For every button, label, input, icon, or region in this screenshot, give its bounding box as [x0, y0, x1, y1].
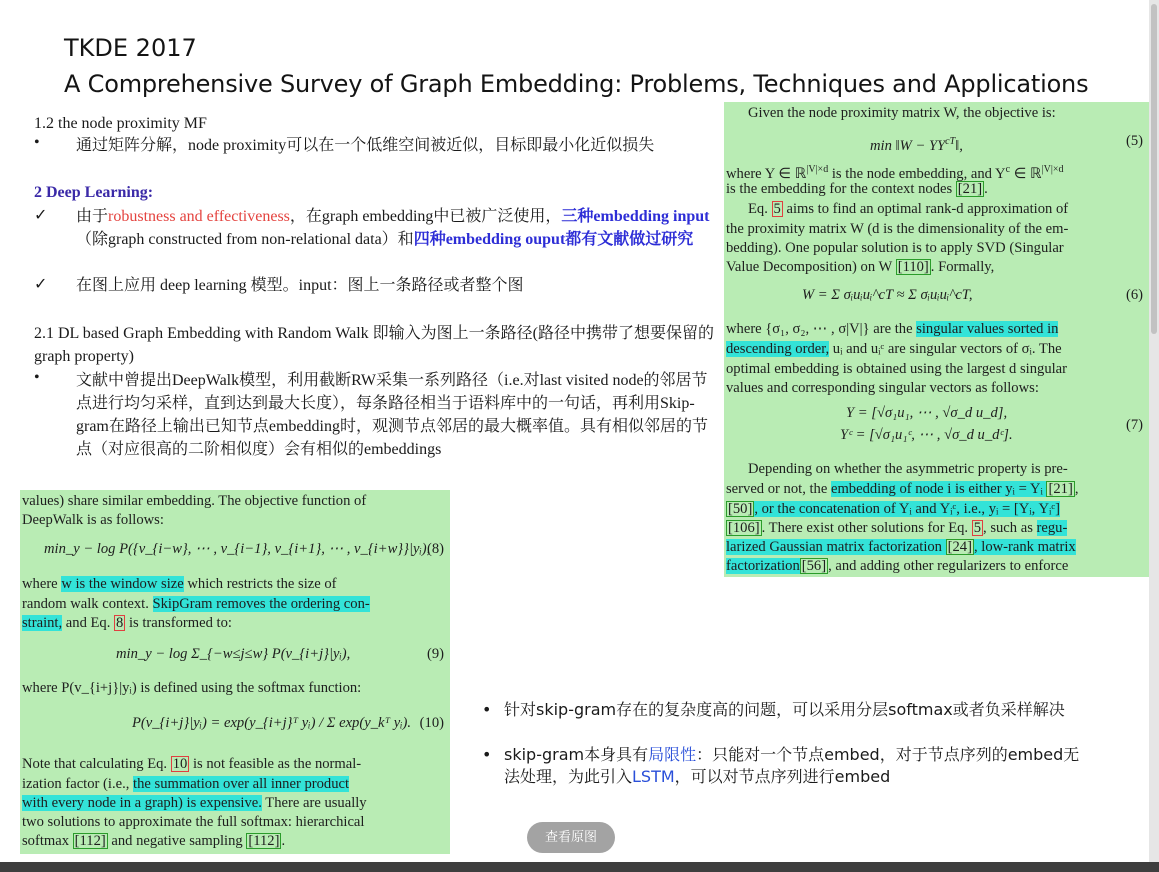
citation-ref: [24]	[947, 539, 972, 555]
equation-9: min_y − log Σ_{−w≤j≤w} P(v_{i+j}|yᵢ),	[116, 646, 351, 662]
view-original-button[interactable]: 查看原图	[527, 822, 615, 853]
dl-bullet-1-pre: 由于	[76, 208, 109, 225]
highlight: , or the concatenation of Yᵢ and Yᵢᶜ, i.e., yᵢ = [Yᵢ, Yᵢᶜ]	[754, 501, 1060, 517]
excerpt-line: random walk context. SkipGram removes the ordering con-	[22, 596, 370, 612]
excerpt-line: where Y ∈ ℝ$^{|V|\times d}$ is the node embedding, and $Y^c$ ∈ ℝ$^{|V|\times d}$	[726, 164, 1064, 182]
equation-8-number: (8)	[426, 541, 444, 557]
excerpt-line: the proximity matrix W (d is the dimensionality of the em-	[726, 221, 1069, 237]
check-mark-icon: ✓	[34, 276, 48, 293]
excerpt-line: is the embedding for the context nodes [21] .	[726, 181, 988, 197]
dl-bullet-1-highlight-red: robustness and effectiveness	[108, 208, 290, 225]
equation-ref: 8	[116, 615, 124, 631]
highlight: factorization	[726, 558, 800, 574]
equation-10: P(v_{i+j}|yᵢ) = exp(y_{i+j}ᵀ yᵢ) / Σ exp(y_kᵀ yᵢ).	[132, 715, 412, 731]
highlight: straint,	[22, 615, 63, 631]
highlight: w is the window size	[61, 576, 184, 592]
equation-5-number: (5)	[1125, 133, 1143, 149]
excerpt-line: Depending on whether the asymmetric property is pre-	[748, 461, 1068, 477]
scrollbar-thumb[interactable]	[1151, 4, 1157, 334]
citation-ref: [21]	[957, 181, 983, 197]
section-2-1-heading: 2.1 DL based Graph Embedding with Random Walk 即输入为图上一条路径(路径中携带了想要保留的graph property)	[34, 325, 714, 365]
excerpt-line: Value Decomposition) on W [110] . Formally,	[726, 259, 995, 275]
excerpt-line: descending order, uᵢ and uᵢᶜ are singular vectors of σᵢ. The	[726, 341, 1062, 357]
conference-label: TKDE 2017	[64, 34, 197, 62]
excerpt-line: where {σ₁, σ₂, ⋯ , σ|V|} are the singular values sorted in	[726, 321, 1059, 337]
equation-ref: 5	[773, 201, 781, 217]
excerpt-line: Eq. 5 aims to find an optimal rank-d approximation of	[748, 201, 1069, 217]
section-1-2-heading: 1.2 the node proximity MF	[34, 115, 207, 132]
equation-ref: 5	[973, 520, 982, 536]
highlight: , low-rank matrix	[973, 539, 1076, 555]
highlight: descending order,	[726, 341, 830, 357]
excerpt-line: DeepWalk is as follows:	[22, 512, 164, 528]
equation-6-number: (6)	[1125, 287, 1143, 303]
dl-bullet-1-highlight-blue-2: 四种embedding ouput都有文献做过研究	[413, 231, 694, 248]
paper-title: A Comprehensive Survey of Graph Embedding: Problems, Techniques and Applications	[64, 70, 1089, 98]
note-bullet-1: 针对skip-gram存在的复杂度高的问题，可以采用分层softmax或者负采样解决	[504, 700, 1065, 719]
dl-bullet-1-mid: ，在graph embedding中已被广泛使用，	[289, 208, 562, 225]
equation-9-number: (9)	[426, 646, 444, 662]
highlight: singular values sorted in	[916, 321, 1059, 337]
excerpt-line: where w is the window size which restricts the size of	[22, 576, 337, 592]
excerpt-line: [106] . There exist other solutions for Eq. 5 , such as regu-	[728, 520, 1068, 536]
citation-ref: [50]	[728, 501, 753, 517]
section-2-1-bullet: 文献中曾提出DeepWalk模型，利用截断RW采集一系列路径（i.e.对last visited node的邻居节点进行均匀采样，直到达到最大长度），每条路径相当于语料库中的一句话，再利用Skip-gram在路径上输出已知节点embedding时，观测节点邻居的最大概率值。具有相似邻居的节点（对应很高的二阶相似度）会有相似的embeddings	[76, 372, 708, 458]
lstm-link[interactable]: LSTM	[632, 767, 675, 786]
excerpt-line: values) share similar embedding. The objective function of	[22, 493, 367, 509]
citation-ref: [112]	[74, 833, 106, 849]
equation-8: min_y − log P({v_{i−w}, ⋯ , v_{i−1}, v_{i+1}, ⋯ , v_{i+w}}|yᵢ),	[44, 541, 431, 557]
highlight: with every node in a graph) is expensive.	[22, 795, 262, 811]
bullet-dot: •	[482, 700, 492, 719]
highlight: embedding of node i is either yᵢ = Yᵢ	[830, 481, 1047, 497]
equation-5: min ‖W − $YY^{cT}‖$,	[870, 136, 963, 154]
vertical-scrollbar[interactable]	[1149, 0, 1159, 862]
excerpt-line	[726, 538, 1149, 558]
equation-6: W = Σ σᵢuᵢuᵢ^cT ≈ Σ σᵢuᵢuᵢ^cT,	[802, 287, 973, 303]
highlight: regu-	[1036, 520, 1068, 536]
bullet-dot: •	[34, 134, 40, 151]
excerpt-line: with every node in a graph) is expensive. There are usually	[22, 795, 367, 811]
excerpt-line: ization factor (i.e., the summation over all inner product	[22, 776, 350, 792]
limitation-link[interactable]: 局限性	[648, 745, 697, 764]
bullet-dot: •	[34, 369, 40, 386]
excerpt-line: straint, and Eq. 8 is transformed to:	[22, 615, 232, 631]
note-bullet-2: skip-gram本身具有局限性：只能对一个节点embed，对于节点序列的embed无法处理，为此引入LSTM，可以对节点序列进行embed	[504, 745, 1080, 786]
dl-bullet-2: 在图上应用 deep learning 模型。input：图上一条路径或者整个图	[76, 277, 524, 294]
equation-7a: Y = [√σ₁u₁, ⋯ , √σ_d u_d],	[846, 405, 1008, 421]
highlight: larized Gaussian matrix factorization	[726, 539, 946, 555]
highlight: the summation over all inner product	[133, 776, 350, 792]
excerpt-line: softmax [112] and negative sampling [112] .	[22, 833, 286, 849]
section-1-2-bullet: 通过矩阵分解，node proximity可以在一个低维空间被近似，目标即最小化近似损失	[76, 137, 655, 154]
excerpt-line: optimal embedding is obtained using the largest d singular	[726, 361, 1068, 377]
bullet-dot: •	[482, 745, 492, 764]
excerpt-line: bedding). One popular solution is to apply SVD (Singular	[726, 240, 1064, 256]
dl-bullet-1	[76, 205, 716, 251]
highlight: SkipGram removes the ordering con-	[152, 596, 370, 612]
citation-ref: [56]	[801, 558, 827, 574]
excerpt-line: where P(v_{i+j}|yᵢ) is defined using the softmax function:	[22, 680, 362, 696]
paper-excerpt-left	[20, 490, 450, 854]
citation-ref: [106]	[728, 520, 760, 536]
excerpt-line: Note that calculating Eq. 10 is not feasible as the normal-	[22, 756, 362, 772]
dl-bullet-1-highlight-blue-1: 三种embedding input	[561, 208, 710, 225]
equation-7-number: (7)	[1125, 417, 1143, 433]
check-mark-icon: ✓	[34, 207, 48, 224]
excerpt-line: Given the node proximity matrix W, the objective is:	[748, 105, 1056, 121]
excerpt-line	[726, 500, 1149, 520]
excerpt-line: values and corresponding singular vectors as follows:	[726, 380, 1039, 396]
citation-ref: [110]	[897, 259, 929, 275]
equation-10-number: (10)	[419, 715, 444, 731]
dl-bullet-1-mid-2: （除graph constructed from non-relational data）和	[76, 231, 414, 248]
excerpt-line: two solutions to approximate the full softmax: hierarchical	[22, 814, 365, 830]
excerpt-line: factorization[56] , and adding other regularizers to enforce	[726, 558, 1069, 574]
equation-ref: 10	[172, 756, 188, 772]
equation-7b: Yᶜ = [√σ₁u₁ᶜ, ⋯ , √σ_d u_dᶜ].	[840, 427, 1013, 443]
citation-ref: [112]	[248, 833, 280, 849]
section-2-heading: 2 Deep Learning:	[34, 184, 154, 201]
citation-ref: [21]	[1048, 481, 1073, 497]
bottom-toolbar-strip	[0, 862, 1159, 872]
paper-excerpt-right	[724, 102, 1149, 577]
excerpt-line: served or not, the embedding of node i is either yᵢ = Yᵢ [21] ,	[726, 481, 1079, 497]
